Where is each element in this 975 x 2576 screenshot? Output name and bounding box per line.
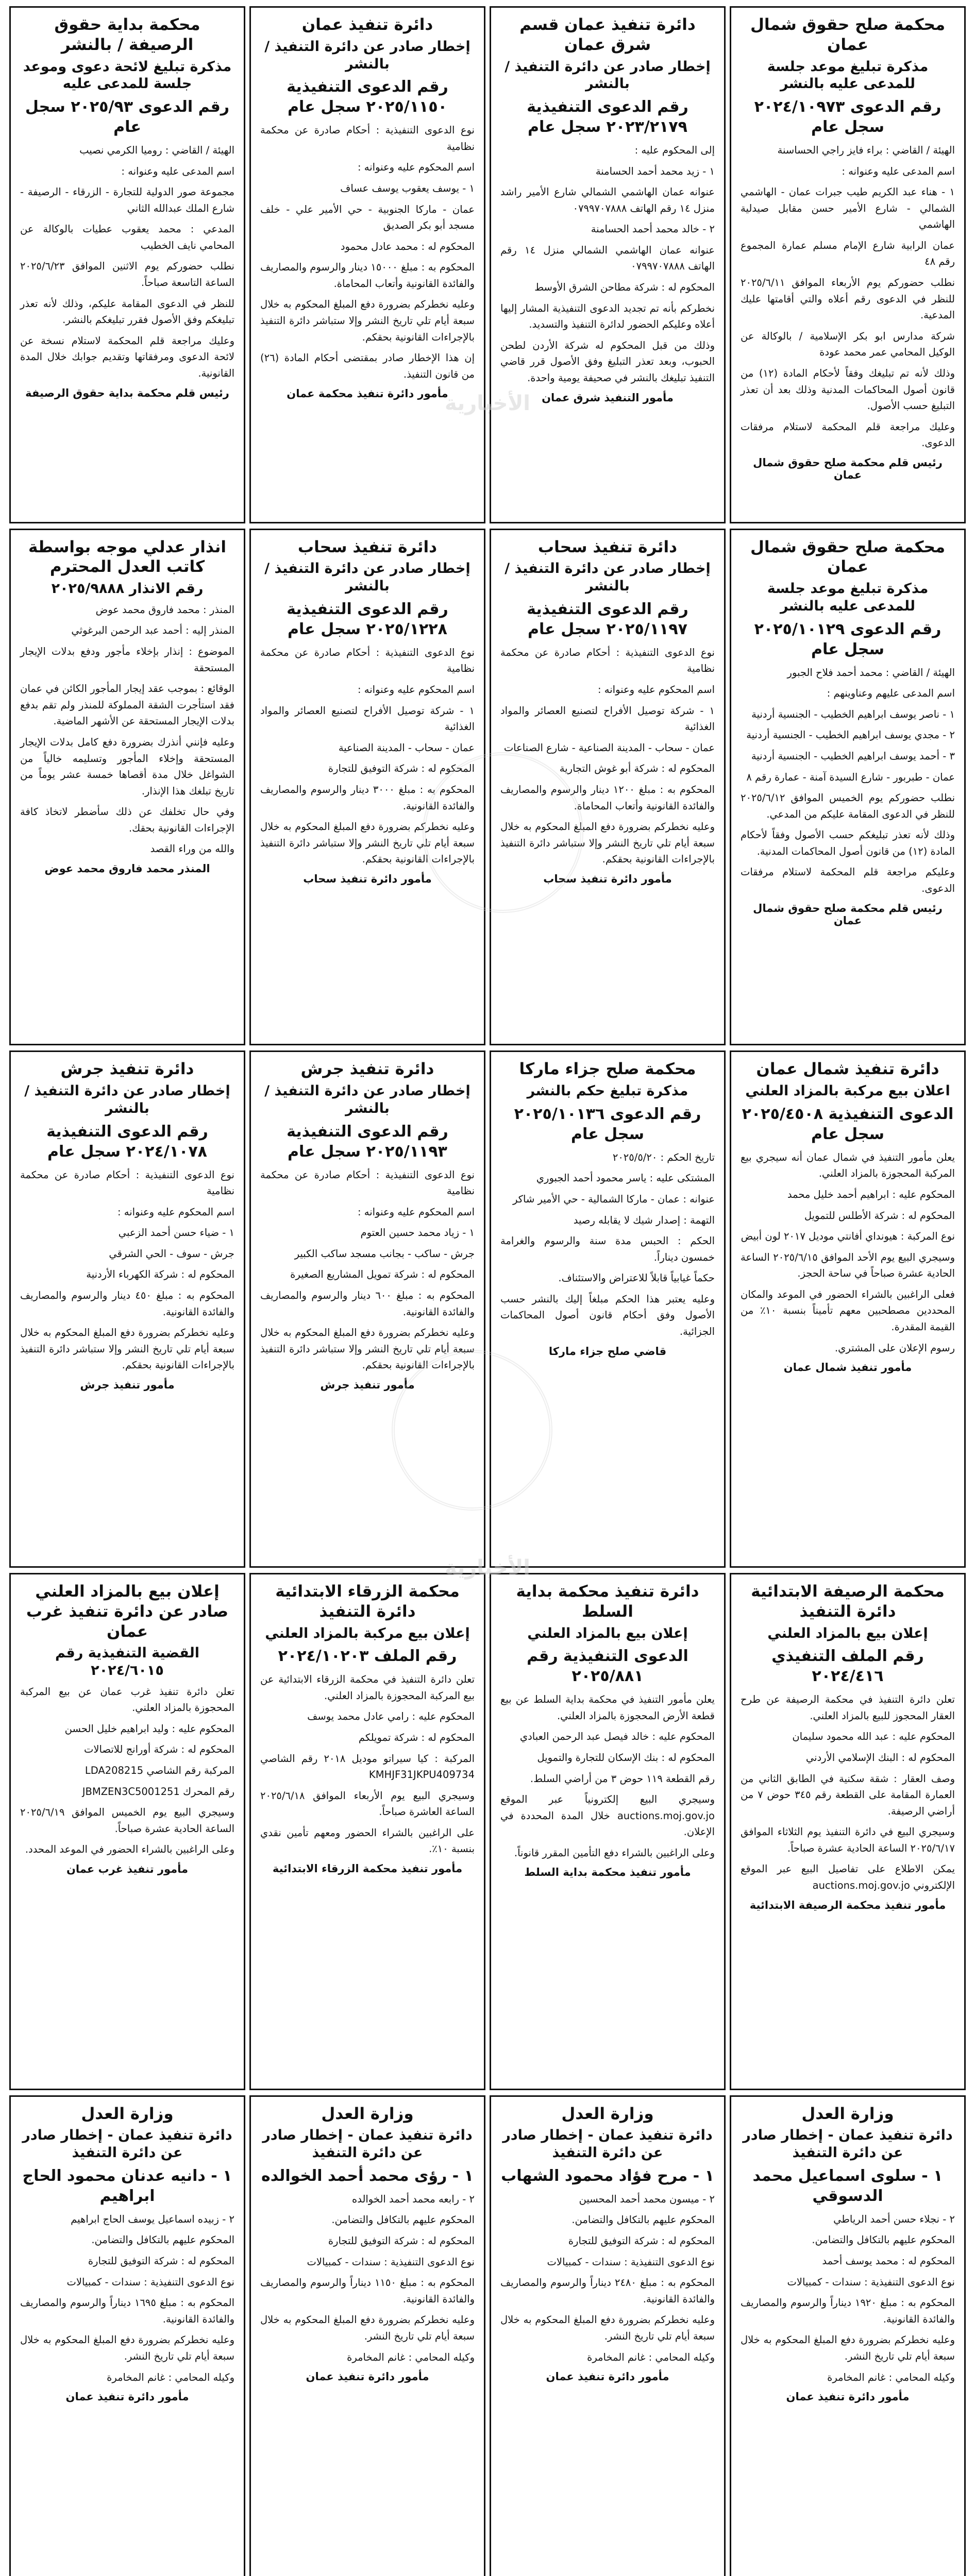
notice-title: دائرة تنفيذ عمان [301,15,433,34]
notice-subtitle: القضية التنفيذية رقم ٢٠٢٤/٦٠١٥ [55,1645,200,1679]
legal-notice [490,6,726,523]
notice-paragraph: شركة مدارس ابو بكر الإسلامية / بالوكالة عن الوكيل المحامي عمر محمد عودة [741,330,955,359]
notice-paragraph: عمان - ماركا الجنوبية - حي الأمير علي - خلف مسجد أبو بكر الصديق [260,203,475,232]
notice-paragraph: المحكوم له : شركة التوفيق للتجارة [328,762,475,775]
notice-case-number: رقم الملف التنفيذي ٢٠٢٤/٤١٦ [771,1647,924,1686]
notice-title: وزارة العدل [81,2104,174,2123]
notice-signature: مأمور تنفيذ جرش [320,1378,415,1391]
notice-paragraph: وسيجري البيع إلكترونياً عبر الموقع auctions.moj.gov.jo خلال المدة المحددة في الإعلان. [500,1793,715,1838]
legal-notice [9,2095,245,2576]
notice-signature: مأمور دائرة تنفيذ عمان [786,2391,910,2403]
notice-case-number: رقم الدعوى التنفيذية ٢٠٢٥/١٢٢٨ سجل عام [287,600,448,638]
notice-paragraph: وعليه نخطركم بضرورة دفع المبلغ المحكوم به خلال سبعة أيام تلي تاريخ النشر وإلا ستباشر دائرة التنفيذ بالإجراءات القانونية بحقكم. [260,1327,475,1371]
notice-paragraph: ٢ - رابعه محمد أحمد الخوالده [352,2193,475,2205]
notice-paragraph: الهيئة / القاضي : روميا الكرمي نصيب [79,144,234,156]
notice-paragraph: المدعي : محمد يعقوب عطيات بالوكالة عن المحامي نايف الخطيب [20,223,234,251]
notice-title: وزارة العدل [561,2104,654,2123]
notice-paragraph: المحكوم عليهم بالتكافل والتضامن. [331,2214,475,2226]
notice-paragraph: فعلى الراغبين بالشراء الحضور في الموعد والمكان المحددين مصطحبين معهم تأميناً بنسبة ١٠٪ من القيمة المقدرة. [741,1288,955,1333]
notice-subtitle: إعلان بيع مركبة بالمزاد العلني [265,1625,470,1641]
notice-paragraph: ٢ - ميسون محمد أحمد المحسين [579,2193,715,2205]
notice-paragraph: جرش - ساكب - بجانب مسجد ساكب الكبير [294,1247,475,1260]
legal-notice [9,529,245,1046]
notice-paragraph: ٣ - أحمد يوسف ابراهيم الخطيب - الجنسية أردنية [751,750,955,762]
notice-paragraph: وعليه نخطركم بضرورة دفع المبلغ المحكوم به خلال سبعة أيام تلي تاريخ النشر وإلا ستباشر دائرة التنفيذ بالإجراءات القانونية بحقكم. [260,298,475,343]
notice-paragraph: المحكوم له : شركة أبو غوش التجارية [559,762,715,775]
notice-paragraph: المحكوم له : شركة التوفيق للتجارة [88,2255,234,2267]
notice-signature: قاضي صلح جزاء ماركا [548,1345,667,1358]
notice-case-number: رقم الدعوى ٢٠٢٥/١٠١٢٩ سجل عام [754,620,942,658]
notice-title: دائرة تنفيذ سحاب [297,537,438,556]
notice-paragraph: على الراغبين بالشراء الحضور ومعهم تأمين نقدي بنسبة ١٠٪. [260,1826,475,1855]
notice-paragraph: إن هذا الإخطار صادر بمقتضى أحكام المادة (٢٦) من قانون التنفيذ. [260,352,475,380]
notice-paragraph: والله من وراء القصد [150,843,234,855]
notice-paragraph: نخطركم بأنه تم تجديد الدعوى التنفيذية المشار إليها أعلاه وعليكم الحضور لدائرة التنفيذ والتسديد. [500,302,715,331]
notice-paragraph: تاريخ الحكم : ٢٠٢٥/٥/٢٠ [612,1151,715,1163]
notice-subtitle: إخطار صادر عن دائرة التنفيذ / بالنشر [505,561,711,595]
notice-paragraph: ١ - شركة توصيل الأفراح لتصنيع العصائر والمواد الغذائية [260,704,475,733]
notice-paragraph: جرش - سوف - الحي الشرقي [109,1247,234,1260]
notice-paragraph: حكماً غيابياً قابلاً للاعتراض والاستئناف. [558,1272,715,1284]
legal-notice [730,529,966,1046]
legal-notice [730,2095,966,2576]
notice-paragraph: المحكوم له : محمد يوسف أحمد [822,2255,955,2267]
notice-signature: مأمور التنفيذ شرق عمان [542,391,674,404]
notice-paragraph: عمان - سحاب - المدينة الصناعية [338,741,475,754]
notice-paragraph: وعليك مراجعة قلم المحكمة لاستلام نسخة عن لائحة الدعوى ومرفقاتها وتقديم جوابك خلال المدة القانونية. [20,334,234,379]
notice-paragraph: وعلى الراغبين بالشراء دفع التأمين المقرر قانوناً. [514,1846,715,1859]
notice-signature: رئيس قلم محكمة صلح حقوق شمال عمان [753,902,943,927]
notice-paragraph: تعلن دائرة التنفيذ في محكمة الرصيفة عن طرح العقار المحجوز للبيع بالمزاد العلني. [741,1693,955,1722]
legal-notice [490,2095,726,2576]
notice-paragraph: المحكوم به : مبلغ ٤٥٠ دينار والرسوم والمصاريف والفائدة القانونية. [20,1290,234,1318]
notice-paragraph: المحكوم به : مبلغ ١٩٢٠ ديناراً والرسوم والمصاريف والفائدة القانونية. [741,2297,955,2325]
notice-case-number: رقم الدعوى ٢٠٢٥/٩٣ سجل عام [25,98,230,136]
notice-title: دائرة تنفيذ شمال عمان [756,1060,939,1079]
notice-paragraph: وعليه نخطركم بضرورة دفع المبلغ المحكوم به خلال سبعة أيام تلي تاريخ النشر وإلا ستباشر دائرة التنفيذ بالإجراءات القانونية بحقكم. [500,821,715,866]
notice-paragraph: عنوانه : عمان - ماركا الشمالية - حي الأمير شاكر [512,1193,715,1205]
notice-paragraph: اسم المحكوم عليه وعنوانه : [358,161,475,174]
notice-paragraph: نوع الدعوى التنفيذية : أحكام صادرة عن محكمة نظامية [20,1168,234,1197]
notice-paragraph: اسم المدعى عليه وعنوانه : [121,165,234,177]
notice-paragraph: ١ - شركة توصيل الأفراح لتصنيع العصائر والمواد الغذائية [500,704,715,733]
notice-subtitle: دائرة تنفيذ عمان - إخطار صادر عن دائرة التنفيذ [22,2127,232,2161]
notice-paragraph: المحكوم به : مبلغ ١٥٠٠٠ دينار والرسوم والمصاريف والفائدة القانونية وأتعاب المحاماة. [260,261,475,290]
notice-paragraph: ١ - يوسف يعقوب يوسف عساف [340,182,475,194]
watermark: الأخبارية [445,1556,530,1580]
notice-paragraph: وعليه نخطركم بضرورة دفع المبلغ المحكوم به خلال سبعة أيام تلي تاريخ النشر. [500,2314,715,2342]
notice-subtitle: إخطار صادر عن دائرة التنفيذ / بالنشر [505,58,711,92]
notice-subtitle: إخطار صادر عن دائرة التنفيذ / بالنشر [264,1083,470,1116]
notice-signature: مأمور دائرة تنفيذ سحاب [543,872,672,885]
notice-case-number: ١ - سلوى اسماعيل محمد الدسوقي [752,2166,943,2205]
notice-signature: رئيس قلم محكمة صلح حقوق شمال عمان [753,456,943,481]
notice-paragraph: نوع الدعوى التنفيذية : سندات - كمبيالات [66,2276,234,2288]
notice-signature: مأمور تنفيذ غرب عمان [66,1862,189,1875]
notice-paragraph: الوقائع : بموجب عقد إيجار المأجور الكائن في عمان فقد استأجرت الشقة المملوكة للمنذر ولم تقم بدفع بدلات الإيجار المستحقة عن الأشهر الماضية. [20,683,234,727]
notice-paragraph: المنذر إليه : أحمد عبد الرحمن البرغوثي [71,624,234,637]
legal-notice [490,1573,726,2090]
notice-case-number: رقم الدعوى التنفيذية ٢٠٢٤/١٠٧٨ سجل عام [46,1122,208,1161]
notice-paragraph: المحكوم عليه : وليد ابراهيم خليل الحسن [64,1722,234,1735]
legal-notice [249,2095,485,2576]
notice-paragraph: وذلك لأنه تعذر تبليغكم حسب الأصول وفقاً لأحكام المادة (١٢) من قانون أصول المحاكمات المدنية. [741,829,955,857]
notice-title: دائرة تنفيذ محكمة بداية السلط [516,1582,699,1621]
notice-title: دائرة تنفيذ جرش [60,1060,194,1079]
notice-signature: مأمور تنفيذ محكمة بداية السلط [524,1866,691,1879]
notice-paragraph: وكيله المحامي : غانم المخامرة [107,2371,234,2383]
notice-signature: المنذر محمد فاروق محمد عوض [44,862,210,875]
notice-paragraph: المحكوم عليه : ابراهيم أحمد خليل محمد [787,1188,955,1200]
notice-case-number: رقم الدعوى التنفيذية ٢٠٢٣/٢١٧٩ سجل عام [527,98,688,136]
notice-case-number: الدعوى التنفيذية رقم ٢٠٢٥/٨٨١ [527,1647,688,1686]
notice-subtitle: دائرة تنفيذ عمان - إخطار صادر عن دائرة التنفيذ [262,2127,473,2161]
notice-paragraph: المحكوم به : مبلغ ١٦٩٥ ديناراً والرسوم والمصاريف والفائدة القانونية. [20,2297,234,2325]
notice-paragraph: للنظر في الدعوى المقامة عليكم، وذلك لأنه تعذر تبليغكم وفق الأصول فقرر تبليغكم بالنشر. [20,297,234,326]
notice-paragraph: نطلب حضوركم يوم الأربعاء الموافق ٢٠٢٥/٦/١١ للنظر في الدعوى رقم أعلاه والتي أقامتها عليك المدعية. [741,277,955,321]
notice-case-number: الدعوى التنفيذية ٢٠٢٥/٤٥٠٨ سجل عام [742,1105,954,1143]
notice-paragraph: اسم المدعى عليهم وعناوينهم : [827,687,955,700]
notice-subtitle: دائرة تنفيذ عمان - إخطار صادر عن دائرة التنفيذ [502,2127,713,2161]
notice-paragraph: نوع الدعوى التنفيذية : أحكام صادرة عن محكمة نظامية [260,124,475,152]
notice-paragraph: نطلب حضوركم يوم الاثنين الموافق ٢٠٢٥/٦/٢٣ الساعة التاسعة صباحاً. [20,260,234,289]
notice-paragraph: إلى المحكوم عليه : [634,144,715,156]
notice-case-number: ١ - رؤى محمد أحمد الخوالده [261,2166,474,2185]
legal-notice [9,1050,245,1568]
notice-subtitle: مذكرة تبليغ لائحة دعوى وموعد جلسة للمدعى عليه [23,58,232,92]
notice-paragraph: المحكوم له : البنك الإسلامي الأردني [805,1751,955,1764]
notice-subtitle: اعلان بيع مركبة بالمزاد العلني [745,1083,950,1099]
notice-paragraph: وعليه نخطركم بضرورة دفع المبلغ المحكوم به خلال سبعة أيام تلي تاريخ النشر وإلا ستباشر دائرة التنفيذ بالإجراءات القانونية بحقكم. [260,821,475,866]
legal-notice [730,6,966,523]
notice-paragraph: المحكوم له : شركة الأطلس للتمويل [804,1209,955,1222]
notice-paragraph: ١ - زيد محمد أحمد الحسامنة [595,165,715,177]
notice-case-number: رقم الدعوى التنفيذية ٢٠٢٥/١١٥٠ سجل عام [287,78,448,116]
notice-case-number: رقم الملف ٢٠٢٤/١٠٢٠٣ [278,1647,457,1666]
legal-notice [9,1573,245,2090]
notice-case-number: ١ - مرح فؤاد محمود الشهاب [501,2166,714,2185]
notice-paragraph: رسوم الإعلان على المشتري. [834,1342,955,1354]
notice-signature: مأمور تنفيذ محكمة الزرقاء الابتدائية [272,1862,463,1875]
notice-subtitle: إخطار صادر عن دائرة التنفيذ / بالنشر [264,561,470,595]
notice-paragraph: وعليه يعتبر هذا الحكم مبلغاً إليك بالنشر حسب الأصول وفق أحكام قانون أصول المحاكمات الجزائية. [500,1293,715,1338]
notice-paragraph: وذلك لأنه تم تبليغك وفقاً لأحكام المادة (١٢) من قانون أصول المحاكمات المدنية وذلك بعد أن تعذر التبليغ حسب الأصول. [741,367,955,412]
notice-subtitle: إعلان بيع بالمزاد العلني [527,1625,688,1641]
notice-title: محكمة بداية حقوق الرصيفة / بالنشر [54,15,200,54]
notice-paragraph: ٢ - مجدي يوسف ابراهيم الخطيب - الجنسية أردنية [746,729,955,741]
notice-paragraph: المحكوم عليهم بالتكافل والتضامن. [812,2234,955,2246]
notice-paragraph: اسم المحكوم عليه وعنوانه : [117,1206,234,1218]
notice-title: محكمة صلح حقوق شمال عمان [750,15,946,54]
notice-title: دائرة تنفيذ جرش [300,1060,434,1079]
legal-notice [730,1573,966,2090]
notice-paragraph: تعلن دائرة تنفيذ غرب عمان عن بيع المركبة المحجوزة بالمزاد العلني. [20,1685,234,1714]
notice-paragraph: الحكم : الحبس مدة سنة والرسوم والغرامة خمسون ديناراً. [500,1235,715,1263]
notice-paragraph: نطلب حضوركم يوم الخميس الموافق ٢٠٢٥/٦/١٢ للنظر في الدعوى المقامة عليكم من المدعي. [741,792,955,820]
notice-paragraph: ١ - ضياء حسن أحمد الزعبي [118,1227,234,1239]
notice-paragraph: نوع الدعوى التنفيذية : أحكام صادرة عن محكمة نظامية [500,646,715,675]
notice-title: محكمة الزرقاء الابتدائية دائرة التنفيذ [275,1582,460,1621]
notice-paragraph: وذلك من قبل المحكوم له شركة الأردن لطحن الحبوب، وبعد تعذر التبليغ وفق الأصول قرر قاضي التنفيذ تبليغك بالنشر في صحيفة يومية واحدة. [500,339,715,384]
watermark: الأخبارية [445,392,530,415]
notice-paragraph: عمان الرابية شارع الإمام مسلم عمارة المجموع رقم ٤٨ [741,239,955,268]
notice-paragraph: تعلن دائرة التنفيذ في محكمة الزرقاء الابتدائية عن بيع المركبة المحجوزة بالمزاد العلني. [260,1673,475,1702]
notice-title: محكمة صلح حقوق شمال عمان [750,537,946,577]
notice-case-number: ١ - دانيه عدنان محمود الحاج ابراهيم [22,2166,232,2205]
notice-paragraph: وعليه نخطركم بضرورة دفع المبلغ المحكوم به خلال سبعة أيام تلي تاريخ النشر وإلا ستباشر دائرة التنفيذ بالإجراءات القانونية بحقكم. [20,1327,234,1371]
legal-notice [249,6,485,523]
notice-paragraph: المحكوم به : مبلغ ٢٤٨٠ ديناراً والرسوم والمصاريف والفائدة القانونية. [500,2277,715,2305]
legal-notice [490,1050,726,1568]
notice-paragraph: اسم المحكوم عليه وعنوانه : [358,1206,475,1218]
notice-title: انذار عدلي موجه بواسطة كاتب العدل المحترم [28,537,227,577]
notice-paragraph: اسم المحكوم عليه وعنوانه : [598,684,715,696]
notice-paragraph: المحكوم به : مبلغ ٦٠٠ دينار والرسوم والمصاريف والفائدة القانونية. [260,1290,475,1318]
notice-paragraph: وفي حال تخلفك عن ذلك سأضطر لاتخاذ كافة الإجراءات القانونية بحقك. [20,806,234,834]
notice-paragraph: ١ - هناء عبد الكريم طيب جبرات عمان - الهاشمي الشمالي - شارع الأمير حسن مقابل صيدلية الهاشمي [741,186,955,231]
notice-paragraph: المحكوم له : شركة الكهرباء الأردنية [86,1268,234,1281]
notice-case-number: رقم الدعوى ٢٠٢٥/١٠١٣٦ سجل عام [514,1105,701,1143]
notice-paragraph: الهيئة / القاضي : براء فايز راجي الحساسنة [777,144,955,156]
notice-paragraph: المنذر : محمد فاروق محمد عوض [95,603,234,616]
notice-subtitle: مذكرة تبليغ موعد جلسة للمدعى عليه بالنشر [767,58,929,92]
notice-subtitle: إخطار صادر عن دائرة التنفيذ / بالنشر [24,1083,230,1116]
notice-signature: مأمور دائرة تنفيذ عمان [65,2391,189,2403]
notice-subtitle: مذكرة تبليغ حكم بالنشر [527,1083,688,1099]
notice-subtitle: رقم الانذار ٢٠٢٥/٩٨٨٨ [51,581,204,597]
notice-signature: مأمور تنفيذ شمال عمان [783,1361,912,1374]
notice-paragraph: يعلن مأمور التنفيذ في محكمة بداية السلط عن بيع قطعة الأرض المحجوزة بالمزاد العلني. [500,1693,715,1722]
notice-paragraph: المحكوم له : شركة التوفيق للتجارة [328,2235,475,2247]
notice-paragraph: وكيله المحامي : غانم المخامرة [827,2371,955,2383]
notice-signature: مأمور تنفيذ محكمة الرصيفة الابتدائية [749,1899,946,1911]
notice-paragraph: المركبة : كيا سيراتو موديل ٢٠١٨ رقم الشاصي KMHJF31JKPU409734 [260,1752,475,1781]
notice-paragraph: المشتكى عليه : ياسر محمود أحمد الجبوري [536,1172,715,1184]
notice-paragraph: التهمة : إصدار شيك لا يقابله رصيد [573,1214,715,1226]
notice-paragraph: ٢ - زبيده اسماعيل يوسف الحاج ابراهيم [71,2213,234,2225]
notice-paragraph: عمان - طبربور - شارع السيدة آمنة - عمارة رقم ٨ [746,771,955,783]
notice-paragraph: رقم القطعة ١١٩ حوض ٣ من أراضي السلط. [530,1772,715,1785]
notice-paragraph: نوع الدعوى التنفيذية : سندات - كمبيالات [787,2276,955,2288]
notice-paragraph: المحكوم له : شركة مطاحن الشرق الأوسط [534,281,715,294]
notice-paragraph: وسيجري البيع يوم الخميس الموافق ٢٠٢٥/٦/١٩ الساعة الحادية عشرة صباحاً. [20,1806,234,1835]
notice-title: وزارة العدل [321,2104,414,2123]
legal-notice [490,529,726,1046]
notice-paragraph: يعلن مأمور التنفيذ في شمال عمان أنه سيجري بيع المركبة المحجوزة بالمزاد العلني. [741,1151,955,1180]
notice-paragraph: وسيجري البيع يوم الأحد الموافق ٢٠٢٥/٦/١٥ الساعة الحادية عشرة صباحاً في ساحة الحجز. [741,1251,955,1280]
notice-case-number: رقم الدعوى التنفيذية ٢٠٢٥/١١٩٣ سجل عام [287,1122,448,1161]
notice-paragraph: رقم المحرك JBMZEN3C5001251 [82,1785,234,1798]
notice-signature: مأمور تنفيذ جرش [80,1378,175,1391]
notice-case-number: رقم الدعوى ٢٠٢٤/١٠٩٧٣ سجل عام [754,98,942,136]
notice-paragraph: المحكوم له : شركة تمويل المشاريع الصغيرة [290,1268,475,1281]
notice-paragraph: المحكوم عليهم بالتكافل والتضامن. [571,2214,715,2226]
notice-paragraph: المحكوم به : مبلغ ١٢٠٠ دينار والرسوم والمصاريف والفائدة القانونية وأتعاب المحاماة. [500,783,715,812]
notices-grid [9,6,966,2576]
notice-paragraph: المحكوم عليهم بالتكافل والتضامن. [91,2234,234,2246]
notice-paragraph: وعليه فإنني أنذرك بضرورة دفع كامل بدلات الإيجار المستحقة وإخلاء المأجور وتسليمه خالياً من الشواغل خلال مدة أقصاها خمسة عشر يوماً من تاريخ تبلغك هذا الإنذار. [20,736,234,797]
notice-paragraph: نوع الدعوى التنفيذية : أحكام صادرة عن محكمة نظامية [260,1168,475,1197]
notice-paragraph: المحكوم به : مبلغ ١١٥٠ ديناراً والرسوم والمصاريف والفائدة القانونية. [260,2277,475,2305]
notice-paragraph: وكيله المحامي : غانم المخامرة [347,2351,475,2363]
notice-paragraph: عنوانه عمان الهاشمي الشمالي شارع الأمير راشد منزل ١٤ رقم الهاتف ٠٧٩٩٧٠٧٨٨٨ [500,186,715,214]
notice-subtitle: إعلان بيع بالمزاد العلني [767,1625,928,1641]
notice-paragraph: عمان - سحاب - المدينة الصناعية - شارع الصناعات [503,741,715,754]
notice-title: دائرة تنفيذ عمان قسم شرق عمان [519,15,696,54]
notice-paragraph: اسم المحكوم عليه وعنوانه : [358,684,475,696]
notice-title: دائرة تنفيذ سحاب [537,537,678,556]
notice-paragraph: المحكوم عليه : رامي عادل محمد يوسف [307,1710,475,1723]
notice-paragraph: المحكوم به : مبلغ ٣٠٠٠ دينار والرسوم والمصاريف والفائدة القانونية. [260,783,475,812]
notice-paragraph: المحكوم عليه : خالد فيصل عبد الرحمن العبادي [519,1731,715,1743]
notice-title: وزارة العدل [801,2104,894,2123]
legal-notice [9,6,245,523]
notice-paragraph: الهيئة / القاضي : محمد أحمد فلاح الجبور [787,666,955,679]
notice-title: إعلان بيع بالمزاد العلني صادر عن دائرة تنفيذ غرب عمان [26,1582,229,1641]
notice-signature: مأمور دائرة تنفيذ عمان [546,2370,669,2383]
notice-signature: مأمور دائرة تنفيذ عمان [306,2370,429,2383]
notice-paragraph: وعلى الراغبين بالشراء الحضور في الموعد المحدد. [25,1843,234,1856]
legal-notice [730,1050,966,1568]
notice-paragraph: نوع الدعوى التنفيذية : سندات - كمبيالات [547,2256,715,2268]
notice-paragraph: ١ - ناصر يوسف ابراهيم الخطيب - الجنسية أردنية [751,708,955,720]
notice-paragraph: وعليكم مراجعة قلم المحكمة لاستلام مرفقات الدعوى. [741,866,955,895]
notice-paragraph: المركبة رقم الشاصي LDA208215 [85,1765,234,1777]
notice-paragraph: المحكوم له : شركة التوفيق للتجارة [568,2235,715,2247]
notice-title: محكمة الرصيفة الابتدائية دائرة التنفيذ [751,1582,945,1621]
notice-paragraph: ٢ - نجلاء حسن أحمد الرياطي [833,2213,955,2225]
notice-paragraph: وكيله المحامي : غانم المخامرة [587,2351,715,2363]
notice-paragraph: وصف العقار : شقة سكنية في الطابق الثاني من العمارة المقامة على القطعة رقم ٣٤٥ حوض ٧ من أراضي الرصيفة. [741,1772,955,1817]
notice-paragraph: وعليه نخطركم بضرورة دفع المبلغ المحكوم به خلال سبعة أيام تلي تاريخ النشر. [20,2334,234,2362]
legal-notice [249,529,485,1046]
notice-subtitle: إخطار صادر عن دائرة التنفيذ / بالنشر [264,38,470,72]
notice-paragraph: اسم المدعى عليه وعنوانه : [842,165,955,177]
legal-notice [249,1573,485,2090]
notice-subtitle: دائرة تنفيذ عمان - إخطار صادر عن دائرة التنفيذ [743,2127,953,2161]
notice-paragraph: نوع الدعوى التنفيذية : سندات - كمبيالات [307,2256,475,2268]
notice-paragraph: وسيجري البيع في دائرة التنفيذ يوم الثلاثاء الموافق ٢٠٢٥/٦/١٧ الساعة الحادية عشرة صباحاً. [741,1826,955,1854]
notice-case-number: رقم الدعوى التنفيذية ٢٠٢٥/١١٩٧ سجل عام [527,600,688,638]
notice-paragraph: مجموعة صور الدولية للتجارة - الزرقاء - الرصيفة - شارع الملك عبدالله الثاني [20,186,234,214]
notice-paragraph: المحكوم له : محمد عادل محمود [340,240,475,252]
notice-paragraph: عنوانه عمان الهاشمي الشمالي منزل ١٤ رقم الهاتف ٠٧٩٩٧٠٧٨٨٨ [500,244,715,273]
notice-paragraph: ٢ - خالد محمد أحمد الحسامنة [591,223,715,235]
notice-paragraph: ١ - زياد محمد حسين العتوم [360,1227,475,1239]
notice-title: محكمة صلح جزاء ماركا [519,1060,696,1079]
notice-paragraph: نوع الدعوى التنفيذية : أحكام صادرة عن محكمة نظامية [260,646,475,675]
notice-paragraph: المحكوم له : بنك الإسكان للتجارة والتمويل [537,1751,715,1764]
notice-paragraph: وعليك مراجعة قلم المحكمة لاستلام مرفقات الدعوى. [741,420,955,449]
notice-signature: رئيس قلم محكمة بداية حقوق الرصيفة [25,386,229,399]
notice-paragraph: المحكوم له : شركة تمويلكم [358,1731,475,1743]
notice-paragraph: يمكن الاطلاع على تفاصيل البيع عبر الموقع الإلكتروني auctions.moj.gov.jo [741,1863,955,1892]
notice-paragraph: وعليه نخطركم بضرورة دفع المبلغ المحكوم به خلال سبعة أيام تلي تاريخ النشر. [741,2334,955,2362]
notice-paragraph: وعليه نخطركم بضرورة دفع المبلغ المحكوم به خلال سبعة أيام تلي تاريخ النشر. [260,2314,475,2342]
notice-signature: مأمور دائرة تنفيذ محكمة عمان [287,387,448,400]
notice-paragraph: نوع المركبة : هيونداي أفانتي موديل ٢٠١٧ لون أبيض [741,1230,955,1243]
notice-signature: مأمور دائرة تنفيذ سحاب [303,872,432,885]
notice-subtitle: مذكرة تبليغ موعد جلسة للمدعى عليه بالنشر [767,581,929,614]
notice-paragraph: وسيجري البيع يوم الأربعاء الموافق ٢٠٢٥/٦/١٨ الساعة العاشرة صباحاً. [260,1789,475,1818]
legal-notice [249,1050,485,1568]
notice-paragraph: الموضوع : إنذار بإخلاء مأجور ودفع بدلات الإيجار المستحقة [20,646,234,674]
notice-paragraph: المحكوم له : شركة أورانج للاتصالات [84,1743,234,1756]
notice-paragraph: المحكوم عليه : عبد الله محمود سليمان [792,1731,955,1743]
